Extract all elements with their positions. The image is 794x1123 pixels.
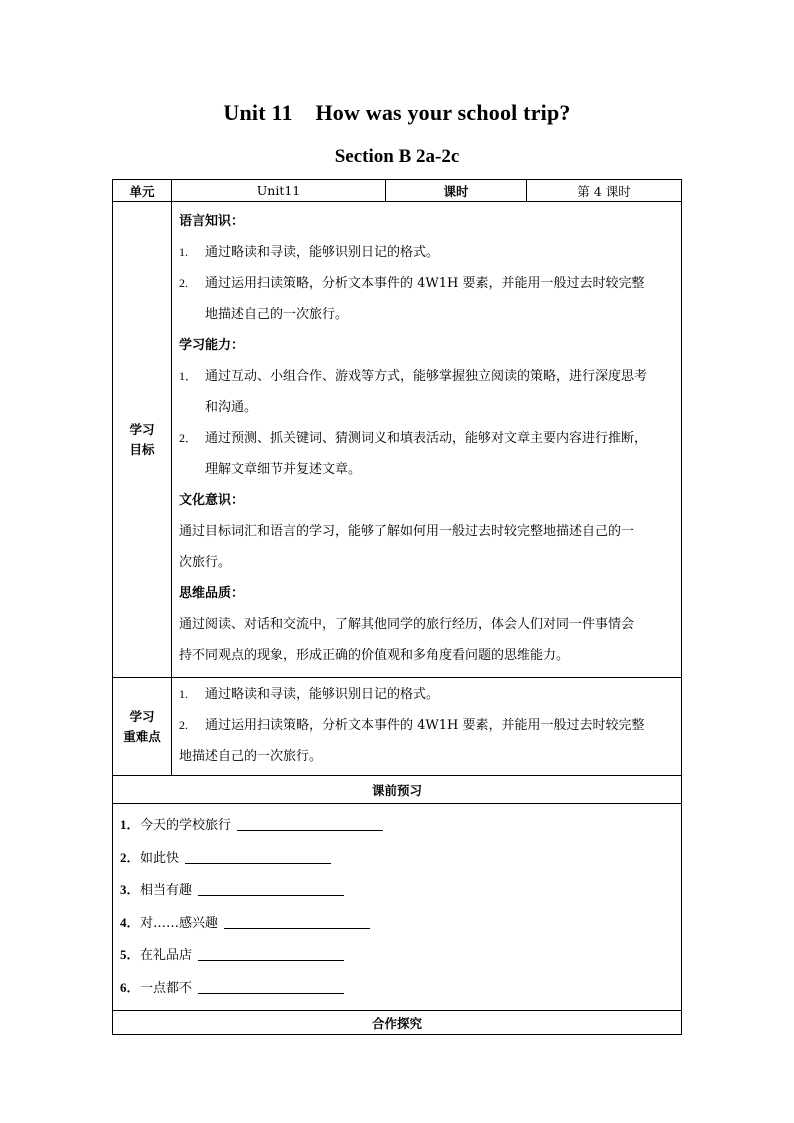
preview-items-row: [113, 804, 682, 1011]
preview-item: 5．在礼品店: [120, 939, 673, 972]
list-item-continuation: 理解文章细节并复述文章。: [205, 462, 362, 477]
goals-label: [113, 202, 172, 678]
list-item-continuation: 地描述自己的一次旅行。: [179, 749, 323, 764]
thinking-quality-heading: 思维品质：: [179, 586, 245, 601]
thinking-quality-text: 持不同观点的现象，形成正确的价值观和多角度看问题的思维能力。: [179, 648, 570, 663]
answer-blank[interactable]: [198, 883, 344, 896]
key-points-label-line1: 学习: [129, 708, 155, 724]
preview-content: [113, 804, 682, 1011]
list-item: 1. 通过略读和寻读，能够识别日记的格式。: [179, 687, 440, 702]
preview-heading: 课前预习: [113, 776, 682, 804]
cultural-awareness-heading: 文化意识：: [179, 493, 245, 508]
learning-ability-heading: 学习能力：: [179, 338, 245, 353]
thinking-quality-text: 通过阅读、对话和交流中，了解其他同学的旅行经历，体会人们对同一件事情会: [179, 617, 635, 632]
unit-label: 单元: [113, 180, 172, 202]
list-item: 1. 通过略读和寻读，能够识别日记的格式。: [179, 245, 440, 260]
document-title: Unit 11 How was your school trip?: [223, 100, 571, 125]
header-row: [113, 180, 682, 202]
preview-item: 4．对……感兴趣: [120, 907, 673, 940]
preview-item: 1．今天的学校旅行: [120, 809, 673, 842]
preview-item: 6．一点都不: [120, 972, 673, 1005]
cooperation-heading: 合作探究: [113, 1011, 682, 1035]
answer-blank[interactable]: [224, 916, 370, 929]
list-item: 2. 通过运用扫读策略，分析文本事件的 4W1H 要素，并能用一般过去时较完整: [179, 718, 645, 733]
list-item-continuation: 地描述自己的一次旅行。: [205, 307, 349, 322]
goals-label-line1: 学习: [129, 421, 155, 437]
key-points-label-line2: 重难点: [123, 728, 161, 744]
answer-blank[interactable]: [198, 948, 344, 961]
document-subtitle: Section B 2a-2c: [334, 146, 460, 167]
goals-label-line2: 目标: [129, 441, 155, 457]
key-points-content: [172, 678, 682, 776]
period-label: 课时: [386, 180, 527, 202]
answer-blank[interactable]: [185, 851, 331, 864]
answer-blank[interactable]: [237, 818, 383, 831]
cultural-awareness-text: 次旅行。: [179, 555, 232, 570]
answer-blank[interactable]: [198, 981, 344, 994]
preview-item: 3．相当有趣: [120, 874, 673, 907]
lesson-plan-table: [112, 179, 682, 1035]
preview-item: 2．如此快: [120, 842, 673, 875]
key-points-label: [113, 678, 172, 776]
preview-heading-row: [113, 776, 682, 804]
goals-row: [113, 202, 682, 678]
list-item: 2. 通过运用扫读策略，分析文本事件的 4W1H 要素，并能用一般过去时较完整: [179, 276, 645, 291]
language-knowledge-heading: 语言知识：: [179, 214, 245, 229]
cultural-awareness-text: 通过目标词汇和语言的学习，能够了解如何用一般过去时较完整地描述自己的一: [179, 524, 635, 539]
goals-content: [172, 202, 682, 678]
list-item: 1． 通过互动、小组合作、游戏等方式，能够掌握独立阅读的策略，进行深度思考: [179, 369, 648, 384]
unit-value: Unit11: [172, 180, 386, 202]
list-item: 2． 通过预测、抓关键词、猜测词义和填表活动，能够对文章主要内容进行推断，: [179, 431, 648, 446]
list-item-continuation: 和沟通。: [205, 400, 258, 415]
period-value: 第 4 课时: [527, 180, 682, 202]
key-points-row: [113, 678, 682, 776]
cooperation-heading-row: [113, 1011, 682, 1035]
